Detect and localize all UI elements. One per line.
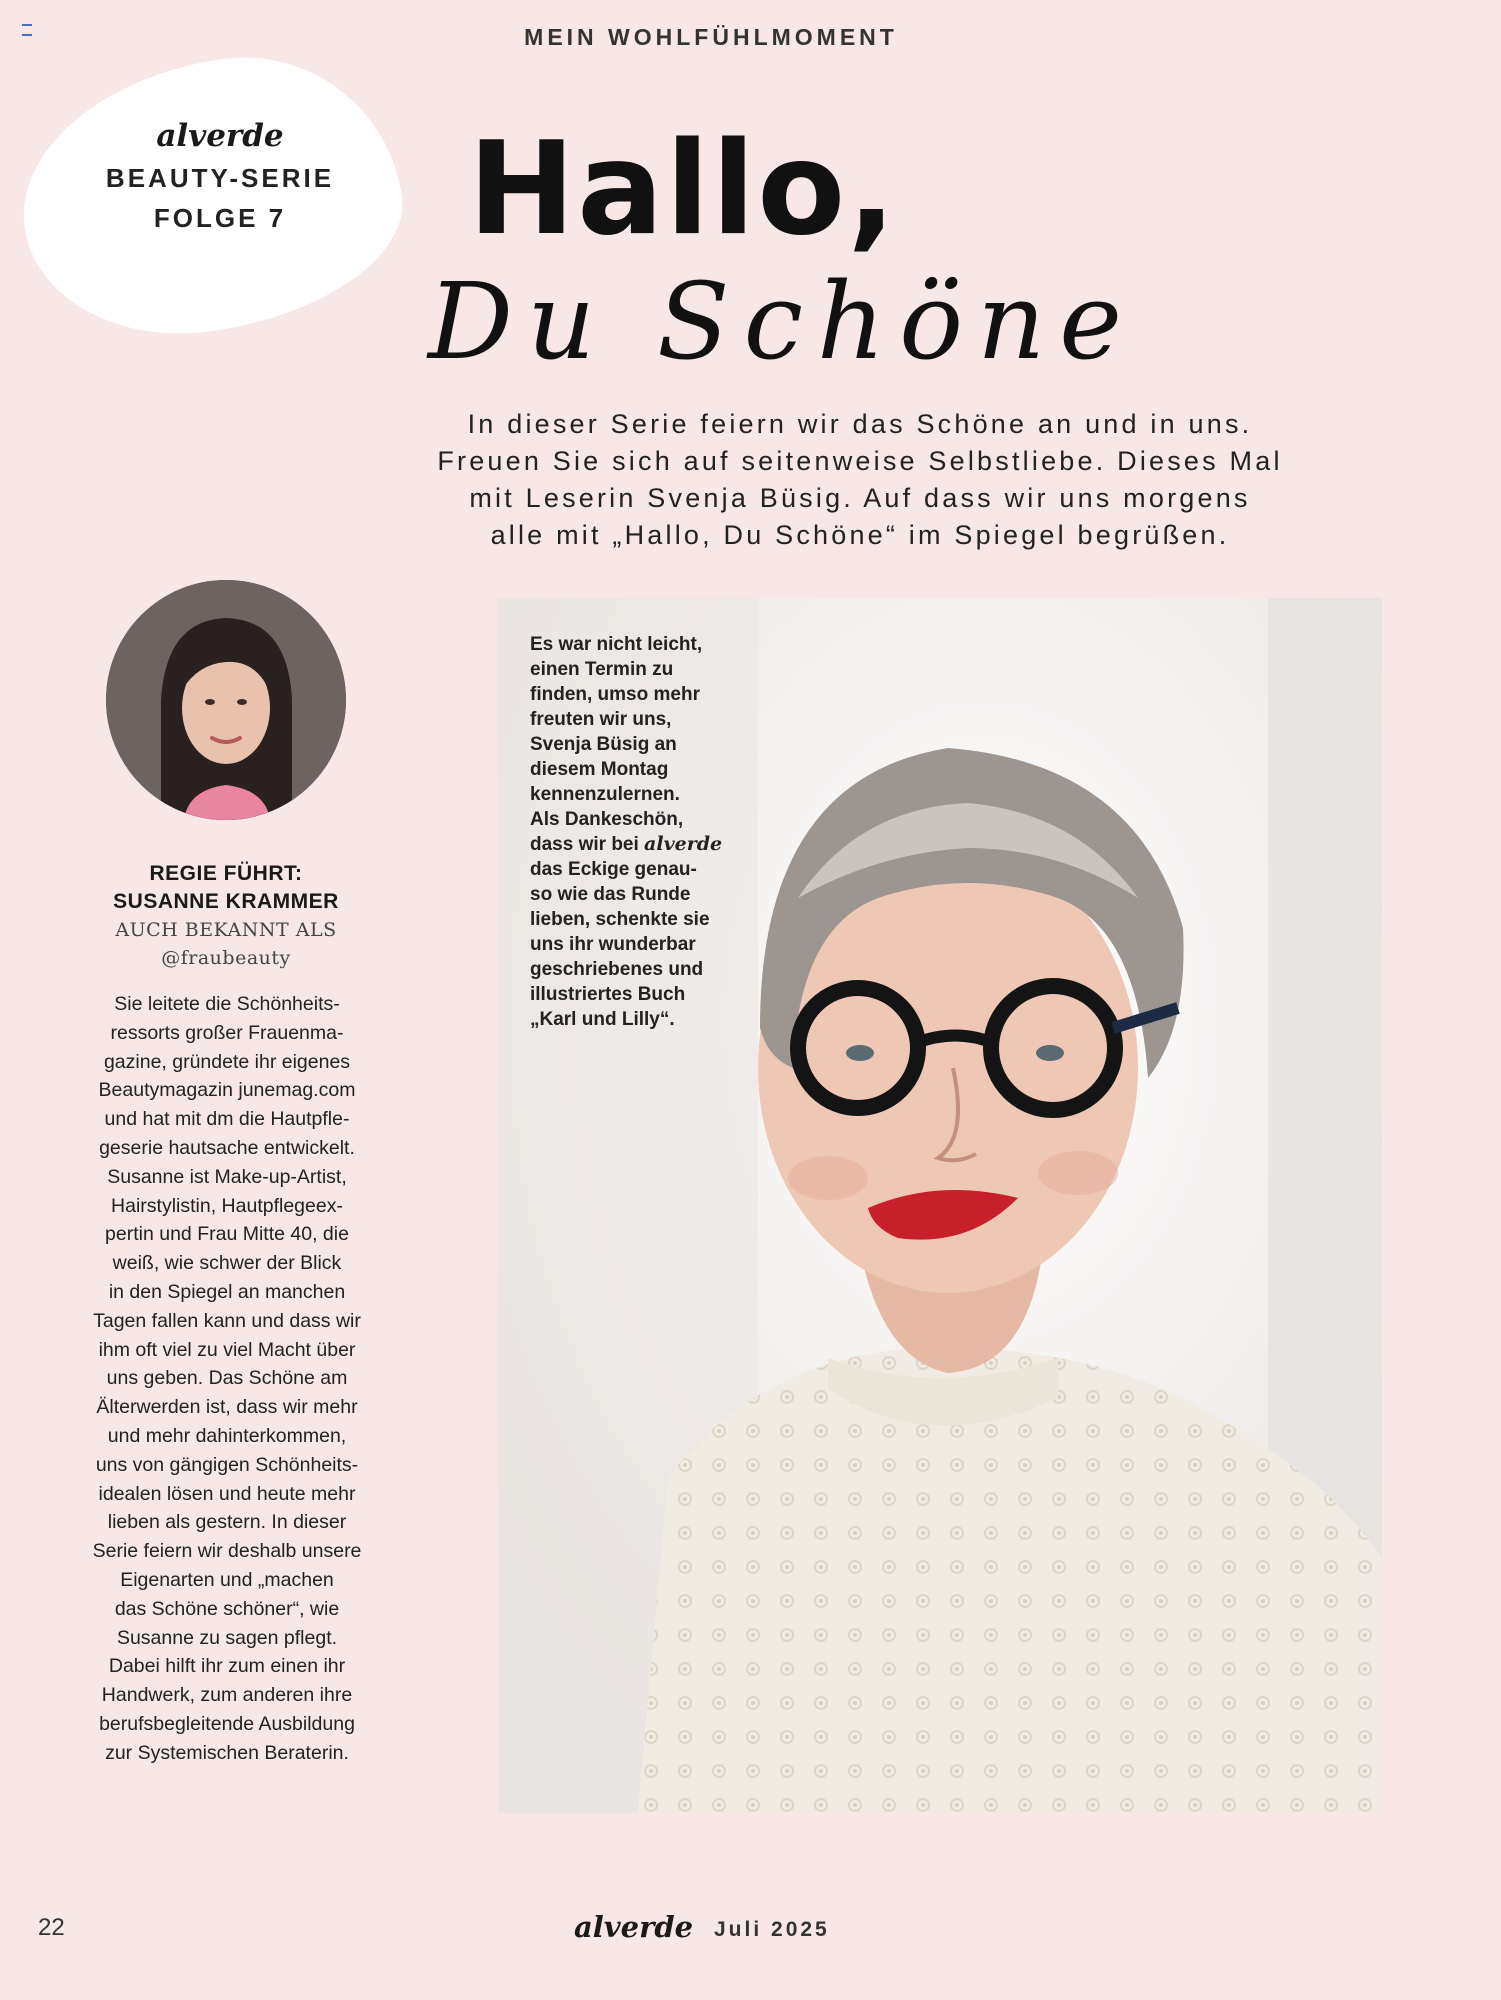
bio-line: gazine, gründete ihr eigenes — [103, 1050, 351, 1073]
caption-line: lieben, schenkte sie — [530, 909, 710, 930]
bio-line: Älterwerden ist, dass wir mehr — [96, 1396, 358, 1419]
caption-line: freuten wir uns, — [530, 709, 672, 730]
caption-line: finden, umso mehr — [530, 684, 700, 705]
series-title: BEAUTY-SERIE — [105, 163, 335, 193]
caption-line: Svenja Büsig an — [530, 734, 677, 755]
caption-line: geschriebenes und — [530, 959, 704, 980]
bio-line: idealen lösen und heute mehr — [98, 1482, 356, 1505]
bio-line: lieben als gestern. In dieser — [107, 1511, 347, 1534]
bio-line: ressorts großer Frauenma- — [110, 1021, 344, 1044]
caption-line: kennenzulernen. — [530, 784, 680, 805]
bio-line: zur Systemischen Beraterin. — [105, 1741, 349, 1764]
caption-line: Als Dankeschön, — [530, 809, 684, 830]
bio-line: uns geben. Das Schöne am — [106, 1367, 348, 1390]
bio-line: und hat mit dm die Hautpfle- — [104, 1108, 350, 1131]
credit-aka: AUCH BEKANNT ALS — [115, 919, 337, 941]
bio-line: Serie feiern wir deshalb unsere — [92, 1540, 362, 1563]
intro-line: mit Leserin Svenja Büsig. Auf dass wir uns morgens — [469, 483, 1251, 513]
headline-line-1: Hallo, — [468, 115, 898, 264]
bio-line: und mehr dahinterkommen, — [107, 1424, 347, 1447]
bio-line: Tagen fallen kann und dass wir — [93, 1309, 361, 1332]
credit-name: SUSANNE KRAMMER — [113, 890, 339, 913]
caption-line: illustriertes Buch — [530, 984, 686, 1005]
caption-brand-line — [530, 832, 780, 857]
bio-line: das Schöne schöner“, wie — [114, 1597, 340, 1620]
author-portrait-illustration — [106, 580, 346, 820]
caption-line: das Eckige genau- — [530, 859, 697, 880]
bio-line: ihm oft viel zu viel Macht über — [98, 1338, 356, 1361]
bio-line: berufsbegleitende Ausbildung — [99, 1712, 355, 1735]
series-badge — [60, 118, 380, 238]
caption-prefix: dass wir bei — [530, 834, 645, 855]
caption-line: uns ihr wunderbar — [530, 934, 696, 955]
caption-brand: alverde — [644, 833, 723, 855]
intro-line: In dieser Serie feiern wir das Schöne an und in uns. — [467, 409, 1253, 439]
bio-line: Dabei hilft ihr zum einen ihr — [108, 1655, 346, 1678]
series-brand-logo: alverde — [156, 118, 284, 154]
caption-line: einen Termin zu — [530, 659, 674, 680]
caption-line: „Karl und Lilly“. — [530, 1009, 675, 1030]
bio-line: in den Spiegel an manchen — [108, 1280, 346, 1303]
bio-line: weiß, wie schwer der Blick — [112, 1252, 342, 1275]
credit-role: REGIE FÜHRT: — [149, 862, 303, 885]
intro-text — [380, 406, 1340, 554]
page-number: 22 — [38, 1914, 65, 1941]
section-label: MEIN WOHLFÜHLMOMENT — [524, 24, 898, 50]
bio-line: Hairstylistin, Hautpflegeex- — [111, 1194, 343, 1217]
bio-line: Susanne zu sagen pflegt. — [116, 1626, 338, 1649]
footer-issue: Juli 2025 — [714, 1918, 830, 1941]
caption-line: Es war nicht leicht, — [530, 634, 703, 655]
bio-line: geserie hautsache entwickelt. — [99, 1136, 355, 1159]
credit-handle: @fraubeauty — [161, 947, 291, 969]
bio-line: Handwerk, zum anderen ihre — [101, 1684, 353, 1707]
author-credit — [66, 860, 386, 972]
headline-line-2: Du Schöne — [428, 260, 1137, 383]
intro-line: alle mit „Hallo, Du Schöne“ im Spiegel begrüßen. — [490, 520, 1230, 550]
footer-brand-logo: alverde — [574, 1910, 694, 1944]
series-episode: FOLGE 7 — [153, 203, 287, 233]
caption-line: so wie das Runde — [530, 884, 691, 905]
bio-line: uns von gängigen Schönheits- — [95, 1453, 359, 1476]
bio-line: pertin und Frau Mitte 40, die — [105, 1223, 349, 1246]
caption-line: diesem Montag — [530, 759, 669, 780]
bio-line: Susanne ist Make-up-Artist, — [107, 1165, 347, 1188]
author-portrait — [106, 580, 346, 820]
photo-caption — [530, 632, 780, 1032]
bio-line: Sie leitete die Schönheits- — [114, 993, 340, 1015]
intro-line: Freuen Sie sich auf seitenweise Selbstliebe. Dieses Mal — [437, 446, 1283, 476]
bio-line: Eigenarten und „machen — [120, 1568, 334, 1591]
bio-line: Beautymagazin junemag.com — [98, 1079, 356, 1102]
author-bio — [62, 990, 392, 1768]
